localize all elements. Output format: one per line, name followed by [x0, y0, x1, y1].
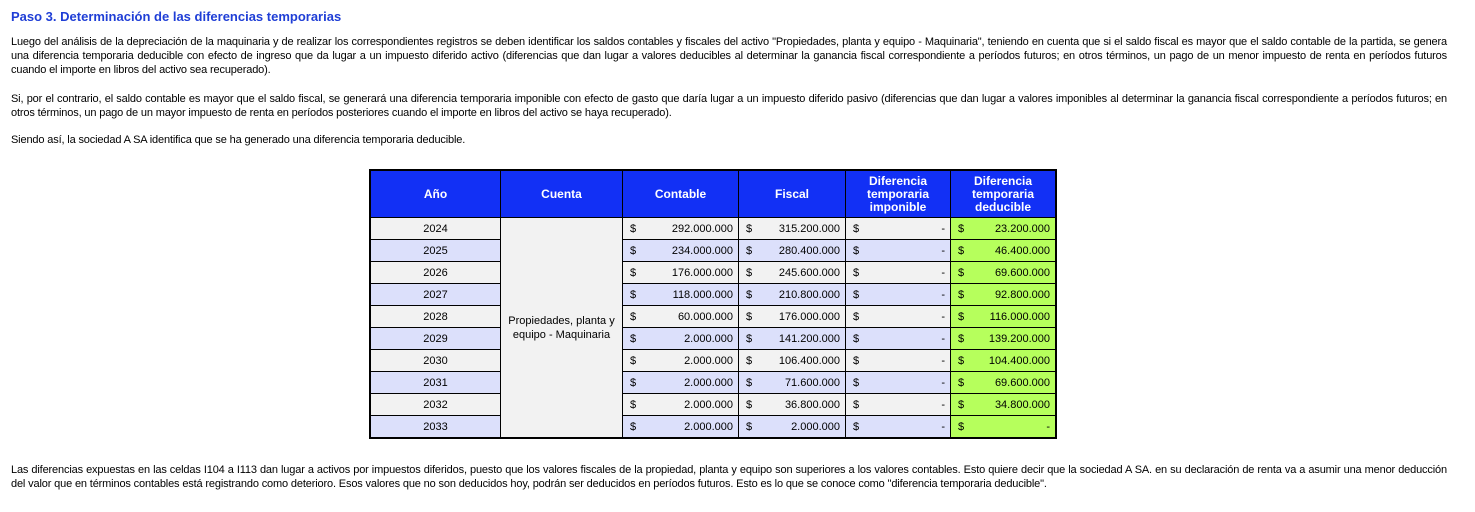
cell-value: 292.000.000 [671, 222, 733, 235]
currency-symbol: $ [746, 244, 753, 257]
currency-symbol: $ [853, 420, 860, 433]
cell-deducible[interactable] [951, 350, 1057, 372]
header-contable: Contable [623, 170, 739, 218]
cell-value: 46.400.000 [994, 244, 1050, 257]
cell-anio[interactable]: 2026 [370, 262, 501, 284]
currency-symbol: $ [630, 266, 637, 279]
cell-contable[interactable] [623, 306, 739, 328]
cell-value: 36.800.000 [784, 398, 840, 411]
cell-deducible[interactable] [951, 416, 1057, 439]
table-row [370, 218, 1056, 240]
header-imponible: Diferencia temporaria imponible [846, 170, 951, 218]
cell-contable[interactable] [623, 416, 739, 439]
currency-symbol: $ [746, 398, 753, 411]
cell-value: 141.200.000 [778, 332, 840, 345]
cell-fiscal[interactable] [739, 306, 846, 328]
cell-value: - [941, 398, 945, 411]
currency-symbol: $ [746, 376, 753, 389]
currency-symbol: $ [853, 310, 860, 323]
cell-imponible[interactable] [846, 394, 951, 416]
cell-value: 69.600.000 [994, 376, 1050, 389]
table-row [370, 372, 1056, 394]
table-row [370, 328, 1056, 350]
cell-deducible[interactable] [951, 328, 1057, 350]
cell-contable[interactable] [623, 328, 739, 350]
currency-symbol: $ [630, 420, 637, 433]
cell-contable[interactable] [623, 240, 739, 262]
cell-contable[interactable] [623, 262, 739, 284]
cell-fiscal[interactable] [739, 372, 846, 394]
cell-contable[interactable] [623, 394, 739, 416]
cell-fiscal[interactable] [739, 284, 846, 306]
currency-symbol: $ [630, 310, 637, 323]
currency-symbol: $ [746, 266, 753, 279]
cell-deducible[interactable] [951, 394, 1057, 416]
currency-symbol: $ [746, 310, 753, 323]
cell-fiscal[interactable] [739, 416, 846, 439]
currency-symbol: $ [958, 398, 965, 411]
cell-value: 2.000.000 [684, 420, 733, 433]
table-row [370, 350, 1056, 372]
currency-symbol: $ [958, 288, 965, 301]
cell-value: 280.400.000 [778, 244, 840, 257]
cell-value: 315.200.000 [778, 222, 840, 235]
table-row [370, 306, 1056, 328]
currency-symbol: $ [958, 420, 965, 433]
currency-symbol: $ [746, 222, 753, 235]
currency-symbol: $ [746, 354, 753, 367]
currency-symbol: $ [630, 222, 637, 235]
header-deducible: Diferencia temporaria deducible [951, 170, 1057, 218]
cell-anio[interactable]: 2024 [370, 218, 501, 240]
cell-imponible[interactable] [846, 284, 951, 306]
cell-value: 176.000.000 [671, 266, 733, 279]
cell-anio[interactable]: 2031 [370, 372, 501, 394]
currency-symbol: $ [853, 354, 860, 367]
table-header-row [370, 170, 1056, 218]
cell-contable[interactable] [623, 372, 739, 394]
cell-value: - [941, 288, 945, 301]
cell-value: 245.600.000 [778, 266, 840, 279]
cell-value: - [941, 310, 945, 323]
cell-deducible[interactable] [951, 218, 1057, 240]
cell-imponible[interactable] [846, 306, 951, 328]
cell-value: - [941, 244, 945, 257]
header-cuenta: Cuenta [501, 170, 623, 218]
cell-imponible[interactable] [846, 350, 951, 372]
cell-value: 2.000.000 [684, 354, 733, 367]
cell-value: 69.600.000 [994, 266, 1050, 279]
currency-symbol: $ [853, 332, 860, 345]
currency-symbol: $ [630, 332, 637, 345]
cell-anio[interactable]: 2032 [370, 394, 501, 416]
currency-symbol: $ [630, 288, 637, 301]
cell-fiscal[interactable] [739, 262, 846, 284]
currency-symbol: $ [630, 354, 637, 367]
cell-value: 139.200.000 [988, 332, 1050, 345]
cell-value: 34.800.000 [994, 398, 1050, 411]
cell-value: 106.400.000 [778, 354, 840, 367]
currency-symbol: $ [958, 376, 965, 389]
cell-value: 118.000.000 [672, 288, 733, 301]
currency-symbol: $ [958, 332, 965, 345]
paragraph-contrary: Si, por el contrario, el saldo contable es mayor que el saldo fiscal, se generará una diferencia temporaria imponible con efecto de gasto que daría lugar a un impuesto diferido pasivo (diferencias que dan lugar a valores imponibles al determinar la ganancia fiscal correspondiente a períodos futuros; en otros términos, un pago de un mayor impuesto de renta en períodos posteriores cuando el importe en libros del activo se haya recuperado). [11, 93, 1447, 119]
cell-value: - [941, 332, 945, 345]
cell-value: 116.000.000 [989, 310, 1050, 323]
cell-anio[interactable]: 2029 [370, 328, 501, 350]
cell-value: - [941, 266, 945, 279]
cell-value: 60.000.000 [677, 310, 733, 323]
cell-fiscal[interactable] [739, 350, 846, 372]
cell-fiscal[interactable] [739, 240, 846, 262]
cell-imponible[interactable] [846, 416, 951, 439]
currency-symbol: $ [853, 398, 860, 411]
cell-fiscal[interactable] [739, 218, 846, 240]
currency-symbol: $ [746, 332, 753, 345]
currency-symbol: $ [853, 222, 860, 235]
cell-value: - [941, 420, 945, 433]
paragraph-conclusion: Siendo así, la sociedad A SA identifica que se ha generado una diferencia temporaria deducible. [11, 134, 466, 146]
cell-value: 2.000.000 [684, 398, 733, 411]
currency-symbol: $ [958, 222, 965, 235]
cell-anio[interactable]: 2027 [370, 284, 501, 306]
cell-deducible[interactable] [951, 372, 1057, 394]
cell-fiscal[interactable] [739, 328, 846, 350]
cell-value: 71.600.000 [784, 376, 840, 389]
currency-symbol: $ [630, 244, 637, 257]
cell-imponible[interactable] [846, 372, 951, 394]
cell-contable[interactable] [623, 284, 739, 306]
cell-value: 23.200.000 [994, 222, 1050, 235]
cell-value: - [941, 376, 945, 389]
table-row [370, 284, 1056, 306]
currency-symbol: $ [853, 376, 860, 389]
currency-symbol: $ [958, 354, 965, 367]
cell-value: - [1046, 420, 1050, 433]
cell-value: 2.000.000 [791, 420, 840, 433]
cell-contable[interactable] [623, 218, 739, 240]
cell-deducible[interactable] [951, 306, 1057, 328]
currency-symbol: $ [853, 266, 860, 279]
currency-symbol: $ [630, 398, 637, 411]
cell-deducible[interactable] [951, 262, 1057, 284]
cell-value: 104.400.000 [988, 354, 1050, 367]
cell-anio[interactable]: 2033 [370, 416, 501, 439]
cell-value: - [941, 354, 945, 367]
cell-value: 92.800.000 [994, 288, 1050, 301]
cell-value: 2.000.000 [684, 332, 733, 345]
cell-imponible[interactable] [846, 262, 951, 284]
cell-imponible[interactable] [846, 218, 951, 240]
table-row [370, 240, 1056, 262]
table-row [370, 394, 1056, 416]
table-row [370, 416, 1056, 439]
cell-imponible[interactable] [846, 328, 951, 350]
currency-symbol: $ [853, 288, 860, 301]
currency-symbol: $ [746, 420, 753, 433]
cell-anio[interactable]: 2028 [370, 306, 501, 328]
cell-value: 2.000.000 [684, 376, 733, 389]
cell-imponible[interactable] [846, 240, 951, 262]
cell-deducible[interactable] [951, 240, 1057, 262]
cell-value: 176.000.000 [778, 310, 840, 323]
table-row [370, 262, 1056, 284]
cell-fiscal[interactable] [739, 394, 846, 416]
paragraph-intro: Luego del análisis de la depreciación de la maquinaria y de realizar los correspondientes registros se deben identificar los saldos contables y fiscales del activo "Propiedades, planta y equipo - Maquinaria", teniendo en cuenta que si el saldo fiscal es mayor que el saldo contable de la partida, se genera una diferencia temporaria deducible con efecto de ingreso que da lugar a un impuesto diferido activo (diferencias que dan lugar a valores deducibles al determinar la ganancia fiscal correspondiente a períodos futuros; en otros términos, un pago de un menor impuesto de renta en períodos futuros cuando el importe en libros del activo sea recuperado). [11, 36, 1447, 76]
cell-anio[interactable]: 2025 [370, 240, 501, 262]
cell-value: - [941, 222, 945, 235]
currency-symbol: $ [958, 310, 965, 323]
cell-cuenta[interactable]: Propiedades, planta y equipo - Maquinaria [501, 218, 623, 439]
currency-symbol: $ [958, 244, 965, 257]
currency-symbol: $ [630, 376, 637, 389]
section-title: Paso 3. Determinación de las diferencias temporarias [11, 9, 342, 24]
header-fiscal: Fiscal [739, 170, 846, 218]
cell-value: 210.800.000 [778, 288, 840, 301]
currency-symbol: $ [746, 288, 753, 301]
header-anio: Año [370, 170, 501, 218]
differences-table [369, 169, 1057, 439]
table-body [370, 218, 1056, 439]
currency-symbol: $ [853, 244, 860, 257]
paragraph-explanation: Las diferencias expuestas en las celdas I104 a I113 dan lugar a activos por impuestos diferidos, puesto que los valores fiscales de la propiedad, planta y equipo son superiores a los valores contables. Esto quiere decir que la sociedad A SA. en su declaración de renta va a asumir una menor deducción del valor que en términos contables está registrando como deterioro. Esos valores que no son deducidos hoy, podrán ser deducidos en períodos futuros. Esto es lo que se conoce como "diferencia temporaria deducible". [11, 464, 1447, 490]
cell-anio[interactable]: 2030 [370, 350, 501, 372]
currency-symbol: $ [958, 266, 965, 279]
cell-contable[interactable] [623, 350, 739, 372]
cell-deducible[interactable] [951, 284, 1057, 306]
cell-value: 234.000.000 [671, 244, 733, 257]
